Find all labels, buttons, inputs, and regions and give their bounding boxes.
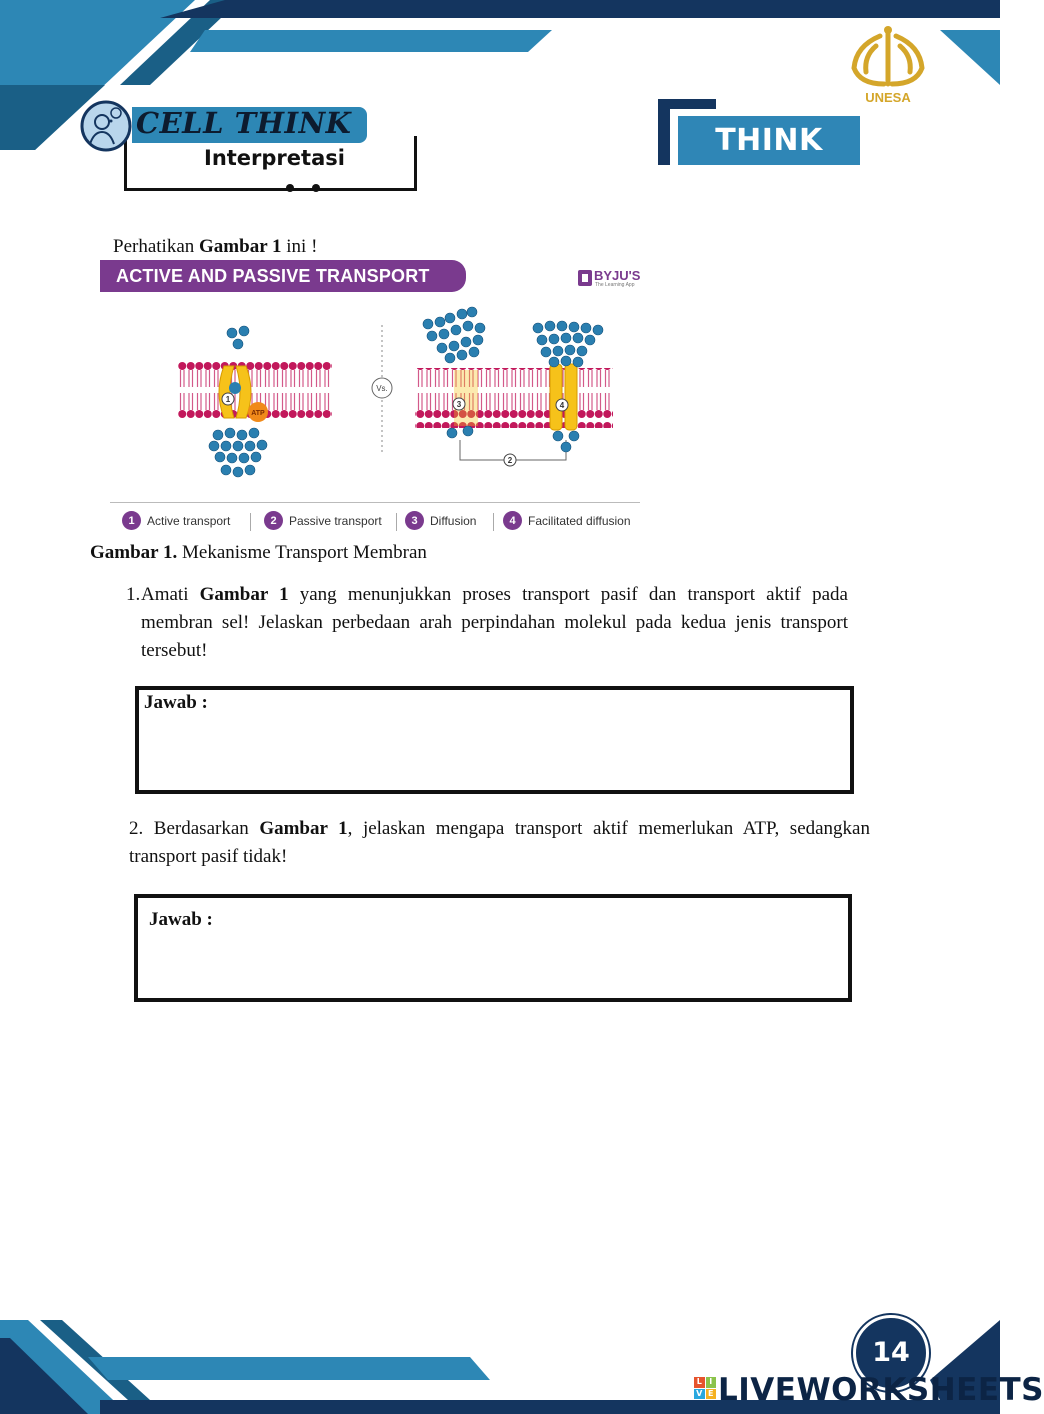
molecule [461,337,471,347]
figure-caption [90,542,427,564]
molecule [573,357,583,367]
liveworksheets-watermark: LIVEWORKSHEETS [718,1372,1044,1408]
q2-bold: Gambar 1 [259,818,348,839]
molecule [249,428,259,438]
question-1-text [126,581,848,665]
byjus-logo-icon [578,270,592,286]
lw-letter: V [694,1389,705,1400]
molecule [233,441,243,451]
molecule [573,333,583,343]
molecule [451,325,461,335]
brand-name: BYJU'S [594,268,641,283]
q1-bold: Gambar 1 [199,584,289,605]
molecule [227,328,237,338]
molecule [467,307,477,317]
molecule [239,326,249,336]
molecule [585,335,595,345]
molecule [577,346,587,356]
thinking-person-icon [80,100,134,154]
legend-num: 4 [503,511,522,530]
molecule [475,323,485,333]
caption-bold: Gambar 1. [90,542,178,563]
molecule [423,319,433,329]
molecule [237,430,247,440]
figure-legend [110,502,640,539]
molecule [545,321,555,331]
molecule [537,335,547,345]
molecule [447,428,457,438]
molecule [251,452,261,462]
molecule [553,431,563,441]
q2-prefix: 2. Berdasarkan [129,818,260,839]
molecule [593,325,603,335]
q1-prefix: Amati [141,584,200,605]
q2-body: , jelaskan mengapa transport aktif memerlukan ATP, sedangkan transport pasif tidak! [129,818,870,867]
answer-label-2: Jawab : [149,909,213,930]
legend-divider [493,513,494,531]
unesa-emblem-icon [846,22,930,92]
molecule [239,453,249,463]
molecule [569,431,579,441]
answer-label-1: Jawab : [144,692,208,713]
molecule [561,356,571,366]
legend-item-diffusion [405,511,476,530]
legend-divider [396,513,397,531]
molecule [227,453,237,463]
molecule [473,335,483,345]
molecule [215,452,225,462]
molecule [549,357,559,367]
molecule [463,321,473,331]
question-1 [126,581,848,665]
molecule [549,334,559,344]
caption-text: Mekanisme Transport Membran [177,542,427,563]
diagram-marker-label: 3 [456,400,462,409]
legend-label: Diffusion [430,513,477,528]
molecule [557,321,567,331]
molecule [221,441,231,451]
legend-item-passive [264,511,382,530]
molecule [561,333,571,343]
byjus-brand [578,268,648,290]
molecule [553,346,563,356]
liveworksheets-logo-icon [694,1377,716,1399]
legend-item-active [122,511,230,530]
badge-title: CELL THINK [136,106,352,140]
legend-label: Active transport [147,513,231,528]
diagram-marker-label: 1 [225,395,231,404]
legend-divider [250,513,251,531]
legend-num: 3 [405,511,424,530]
unesa-logo [846,22,930,108]
molecule [569,322,579,332]
molecule [561,442,571,452]
vs-label: Vs. [376,384,388,393]
brand-tagline: The Learning App [595,282,635,288]
membrane-diagram [110,300,640,500]
question-1-number: 1. [126,584,141,605]
badge-subtitle: Interpretasi [204,146,345,170]
molecule [213,430,223,440]
legend-label: Facilitated diffusion [528,513,631,528]
molecule [581,323,591,333]
legend-item-facilitated [503,511,631,530]
intro-prefix: Perhatikan [113,236,200,257]
molecule [209,441,219,451]
badge-dots [280,182,330,194]
molecule [439,329,449,339]
molecule [565,345,575,355]
molecule [533,323,543,333]
molecule [435,317,445,327]
molecule [221,465,231,475]
unesa-logo-label: UNESA [865,90,911,105]
diagram-marker-label: 4 [559,401,565,410]
molecule [245,441,255,451]
answer-box-2[interactable] [134,894,852,1002]
page-number: 14 [853,1315,929,1391]
molecule [233,339,243,349]
legend-num: 1 [122,511,141,530]
legend-num: 2 [264,511,283,530]
lw-letter: E [706,1389,717,1400]
figure-title: ACTIVE AND PASSIVE TRANSPORT [100,260,466,292]
intro-bold: Gambar 1 [199,236,282,257]
diagram-marker-label: 2 [507,456,513,465]
molecule [427,331,437,341]
molecule [463,426,473,436]
molecule [457,309,467,319]
question-2 [129,815,870,871]
molecule [233,467,243,477]
intro-suffix: ini ! [281,236,318,257]
passive-membrane [415,368,613,428]
think-section-tab: THINK [678,116,860,165]
molecule [541,347,551,357]
molecule [257,440,267,450]
figure-intro [113,236,317,258]
q1-body: yang menunjukkan proses transport pasif dan transport aktif pada membran sel! Jelaskan perbedaan arah perpindahan molekul pada kedua jenis transport tersebut! [141,584,848,661]
cell-think-badge [80,100,420,195]
molecule [445,353,455,363]
lw-letter: L [694,1377,705,1388]
molecule [225,428,235,438]
molecule [437,343,447,353]
molecule [449,341,459,351]
lw-letter: I [706,1377,717,1388]
atp-label: ATP [251,410,265,417]
molecule [245,465,255,475]
legend-label: Passive transport [289,513,382,528]
molecule [469,347,479,357]
molecule [445,313,455,323]
answer-box-1[interactable] [135,686,854,794]
molecule [457,350,467,360]
